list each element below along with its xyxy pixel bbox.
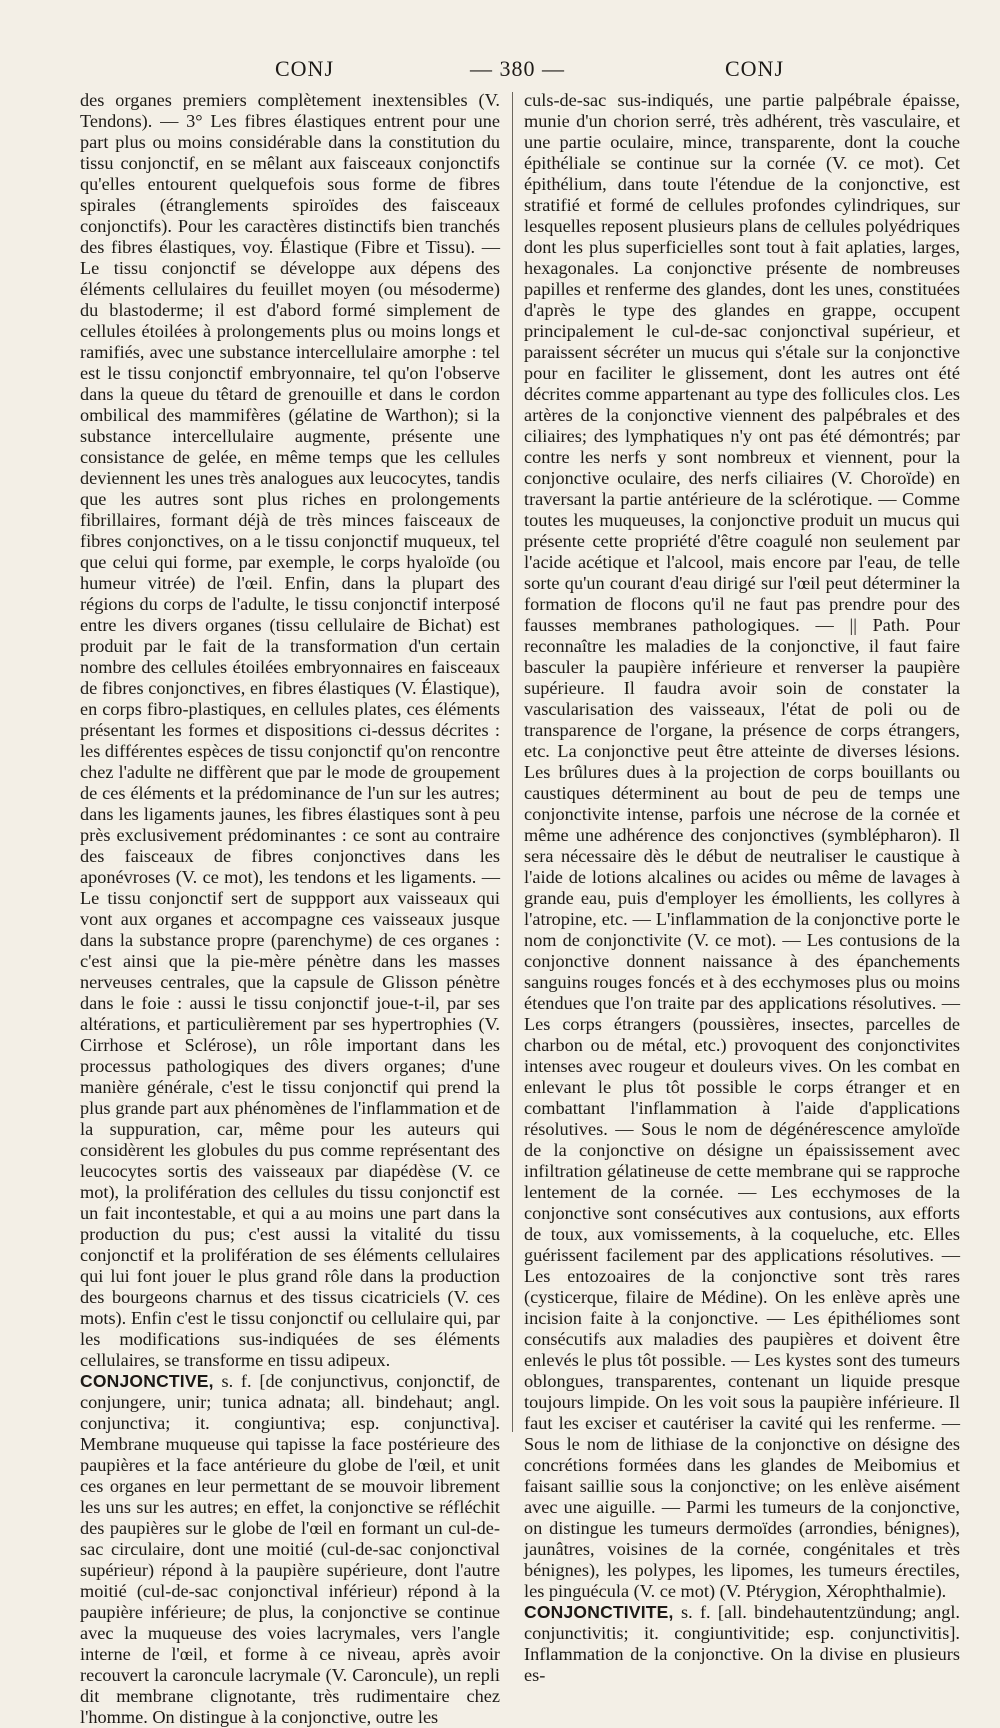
entry-headword: CONJONCTIVE, bbox=[80, 1371, 214, 1391]
paragraph-tissu-conjonctif: des organes premiers complètement inextensibles (V. Tendons). — 3° Les fibres élastiques entrent pour une part plus ou moins considérable dans la constitution du tissu conjonctif, en se mêlant aux faisceaux conjonctifs qu'elles entourent quelquefois sous forme de fibres spirales (étranglements spiroïdes des faisceaux conjonctifs). Pour les caractères distinctifs bien tranchés des fibres élastiques, voy. Élastique (Fibre et Tissu). — Le tissu conjonctif se développe aux dépens des éléments cellulaires du feuillet moyen (ou mésoderme) du blastoderme; il est d'abord formé simplement de cellules étoilées à prolongements plus ou moins longs et ramifiés, avec une substance intercellulaire amorphe : tel est le tissu conjonctif embryonnaire, tel qu'on l'observe dans la queue du têtard de grenouille et dans le cordon ombilical des mammifères (gélatine de Warthon); si la substance intercellulaire augmente, présente une consistance de gelée, en même temps que les cellules deviennent les unes très analogues aux leucocytes, tandis que les autres sont plus riches en prolongements fibrillaires, formant déjà de très minces faisceaux de fibres conjonctives, on a le tissu conjonctif muqueux, tel que celui qui forme, par exemple, le corps hyaloïde (ou humeur vitrée) de l'œil. Enfin, dans la plupart des régions du corps de l'adulte, le tissu conjonctif interposé entre les divers organes (tissu cellulaire de Bichat) est produit par le fait de la transformation d'un certain nombre des cellules étoilées embryonnaires en faisceaux de fibres conjonctives, en fibres élastiques (V. Élastique), en corps fibro-plastiques, en cellules plates, ces éléments présentant les formes et dispositions ci-dessus décrites : les différentes espèces de tissu conjonctif qu'on rencontre chez l'adulte ne diffèrent que par le mode de groupement de ces éléments et la prédominance de l'un sur les autres; dans les ligaments jaunes, les fibres élastiques sont à peu près exclusivement prédominantes : ce sont au contraire des faisceaux de fibres conjonctives dans les aponévroses (V. ce mot), les tendons et les ligaments. — Le tissu conjonctif sert de suppport aux vaisseaux qui vont aux organes et accompagne ces vaisseaux jusque dans la substance propre (parenchyme) de ces organes : c'est ainsi que la pie-mère pénètre dans les masses nerveuses centrales, que la capsule de Glisson pénètre dans le foie : aussi le tissu conjonctif joue-t-il, par ses altérations, et particulièrement par ses hypertrophies (V. Cirrhose et Sclérose), un rôle important dans les processus pathologiques des divers organes; d'une manière générale, c'est le tissu conjonctif qui prend la plus grande part aux phénomènes de l'inflammation et de la suppuration, car, même pour les auteurs qui considèrent les globules du pus comme représentant des leucocytes sortis des vaisseaux par diapédèse (V. ce mot), la prolifération des cellules du tissu conjonctif est un fait incontestable, et qui a au moins une part dans la production du pus; c'est aussi la vitalité du tissu conjonctif et la prolifération de ses éléments cellulaires qui lui font jouer le plus grand rôle dans la production des bourgeons charnus et des tissus cicatriciels (V. ces mots). Enfin c'est le tissu conjonctif ou cellulaire qui, par les modifications sus-indiquées de ses éléments cellulaires, se transforme en tissu adipeux. bbox=[80, 90, 500, 1370]
page-number: — 380 — bbox=[470, 56, 565, 81]
header-right-keyword: CONJ bbox=[725, 56, 785, 81]
left-column bbox=[80, 90, 500, 1727]
page-header bbox=[0, 56, 1000, 86]
entry-definition: s. f. [de conjunctivus, conjonctif, de conjungere, unir; tunica adnata; all. bindehaut; angl. conjunctiva; it. congiuntiva; esp. conjunctiva]. Membrane muqueuse qui tapisse la face postérieure des paupières et la face antérieure du globe de l'œil, et unit ces organes en leur permettant de se mouvoir librement les uns sur les autres; en effet, la conjonctive se réfléchit des paupières sur le globe de l'œil en formant un cul-de-sac circulaire, dont une moitié (cul-de-sac conjonctival supérieur) répond à la paupière supérieure, dont l'autre moitié (cul-de-sac conjonctival inférieur) répond à la paupière inférieure; de plus, la conjonctive se continue avec la muqueuse des voies lacrymales, vers l'angle interne de l'œil, et forme à ce niveau, après avoir recouvert la caroncule lacrymale (V. Caroncule), un repli dit membrane clignotante, très rudimentaire chez l'homme. On distingue à la conjonctive, outre les bbox=[80, 1371, 500, 1727]
right-column bbox=[524, 90, 961, 1685]
entry-headword: CONJONCTIVITE, bbox=[524, 1602, 674, 1622]
paragraph-conjonctive-continued: culs-de-sac sus-indiqués, une partie palpébrale épaisse, munie d'un chorion serré, très adhérent, très vasculaire, et une partie oculaire, mince, transparente, dont la couche épithéliale se continue sur la cornée (V. ce mot). Cet épithélium, dans toute l'étendue de la conjonctive, est stratifié et formé de cellules profondes cylindriques, sur lesquelles reposent plusieurs plans de cellules polyédriques dont les plus superficielles sont tout à fait aplaties, larges, hexagonales. La conjonctive présente de nombreuses papilles et renferme des glandes, dont les unes, constituées d'après le type des glandes en grappe, occupent principalement le cul-de-sac conjonctival supérieur, et paraissent sécréter un mucus qui s'étale sur la conjonctive pour en faciliter le glissement, dont les autres ont été décrites comme appartenant au type des follicules clos. Les artères de la conjonctive viennent des palpébrales et des ciliaires; des lymphatiques n'y ont pas été démontrés; par contre les nerfs y sont nombreux et viennent, pour la conjonctive oculaire, des nerfs ciliaires (V. Choroïde) en traversant la partie antérieure de la sclérotique. — Comme toutes les muqueuses, la conjonctive produit un mucus qui présente cette propriété d'être coagulé non seulement par l'acide acétique et l'alcool, mais encore par l'eau, de telle sorte qu'un courant d'eau dirigé sur l'œil peut déterminer la formation de flocons qu'il ne faut pas prendre pour des fausses membranes pathologiques. — || Path. Pour reconnaître les maladies de la conjonctive, il faut faire basculer la paupière inférieure et renverser la paupière supérieure. Il faudra avoir soin de constater la vascularisation des vaisseaux, l'état de poli ou de transparence de l'organe, la présence de corps étrangers, etc. La conjonctive peut être atteinte de diverses lésions. Les brûlures dues à la projection de corps bouillants ou caustiques déterminent au bout de peu de temps une conjonctivite intense, parfois une nécrose de la cornée et même une adhérence des conjonctives (symblépharon). Il sera nécessaire dès le début de neutraliser le caustique à l'aide de lotions alcalines ou acides ou même de lavages à grande eau, puis d'employer les émollients, les collyres à l'atropine, etc. — L'inflammation de la conjonctive porte le nom de conjonctivite (V. ce mot). — Les contusions de la conjonctive donnent naissance à des épanchements sanguins rouges foncés et à des ecchymoses plus ou moins étendues que l'on traite par des applications résolutives. — Les corps étrangers (poussières, insectes, parcelles de charbon ou de métal, etc.) provoquent des conjonctivites intenses avec rougeur et douleurs vives. On les combat en enlevant le plus tôt possible le corps étranger et en combattant l'inflammation à l'aide d'applications résolutives. — Sous le nom de dégénérescence amyloïde de la conjonctive on désigne un épaississement avec infiltration gélatineuse de cette membrane qui se rapproche lentement de la cornée. — Les ecchymoses de la conjonctive sont consécutives aux contusions, aux efforts de toux, aux vomissements, à la coqueluche, etc. Elles guérissent facilement par des applications résolutives. — Les entozoaires de la conjonctive sont très rares (cysticerque, filaire de Médine). On les enlève après une incision faite à la conjonctive. — Les épithéliomes sont consécutifs aux maladies des paupières et doivent être enlevés le plus tôt possible. — Les kystes sont des tumeurs oblongues, transparentes, contenant un liquide presque toujours limpide. On les voit sous la paupière inférieure. Il faut les exciser et cautériser la cavité qui les renferme. — Sous le nom de lithiase de la conjonctive on désigne des concrétions formées dans les glandes de Meibomius et faisant saillie sous la conjonctive; on les enlève aisément avec une aiguille. — Parmi les tumeurs de la conjonctive, on distingue les tumeurs dermoïdes (arrondies, bénignes), jaunâtres, voisines de la cornée, congénitales et très bénignes), les polypes, les lipomes, les tumeurs érectiles, les pinguécula (V. ce mot) (V. Ptérygion, Xérophthalmie). bbox=[524, 90, 960, 1601]
column-divider bbox=[512, 92, 513, 1432]
entry-definition: s. f. [all. bindehautentzündung; angl. conjunctivitis; it. congiuntivitide; esp. conjunctivitis]. Inflammation de la conjonctive. On la divise en plusieurs es- bbox=[524, 1602, 961, 1685]
header-left-keyword: CONJ bbox=[275, 56, 335, 81]
entry-conjonctivite bbox=[524, 1602, 960, 1686]
entry-conjonctive bbox=[80, 1371, 500, 1728]
